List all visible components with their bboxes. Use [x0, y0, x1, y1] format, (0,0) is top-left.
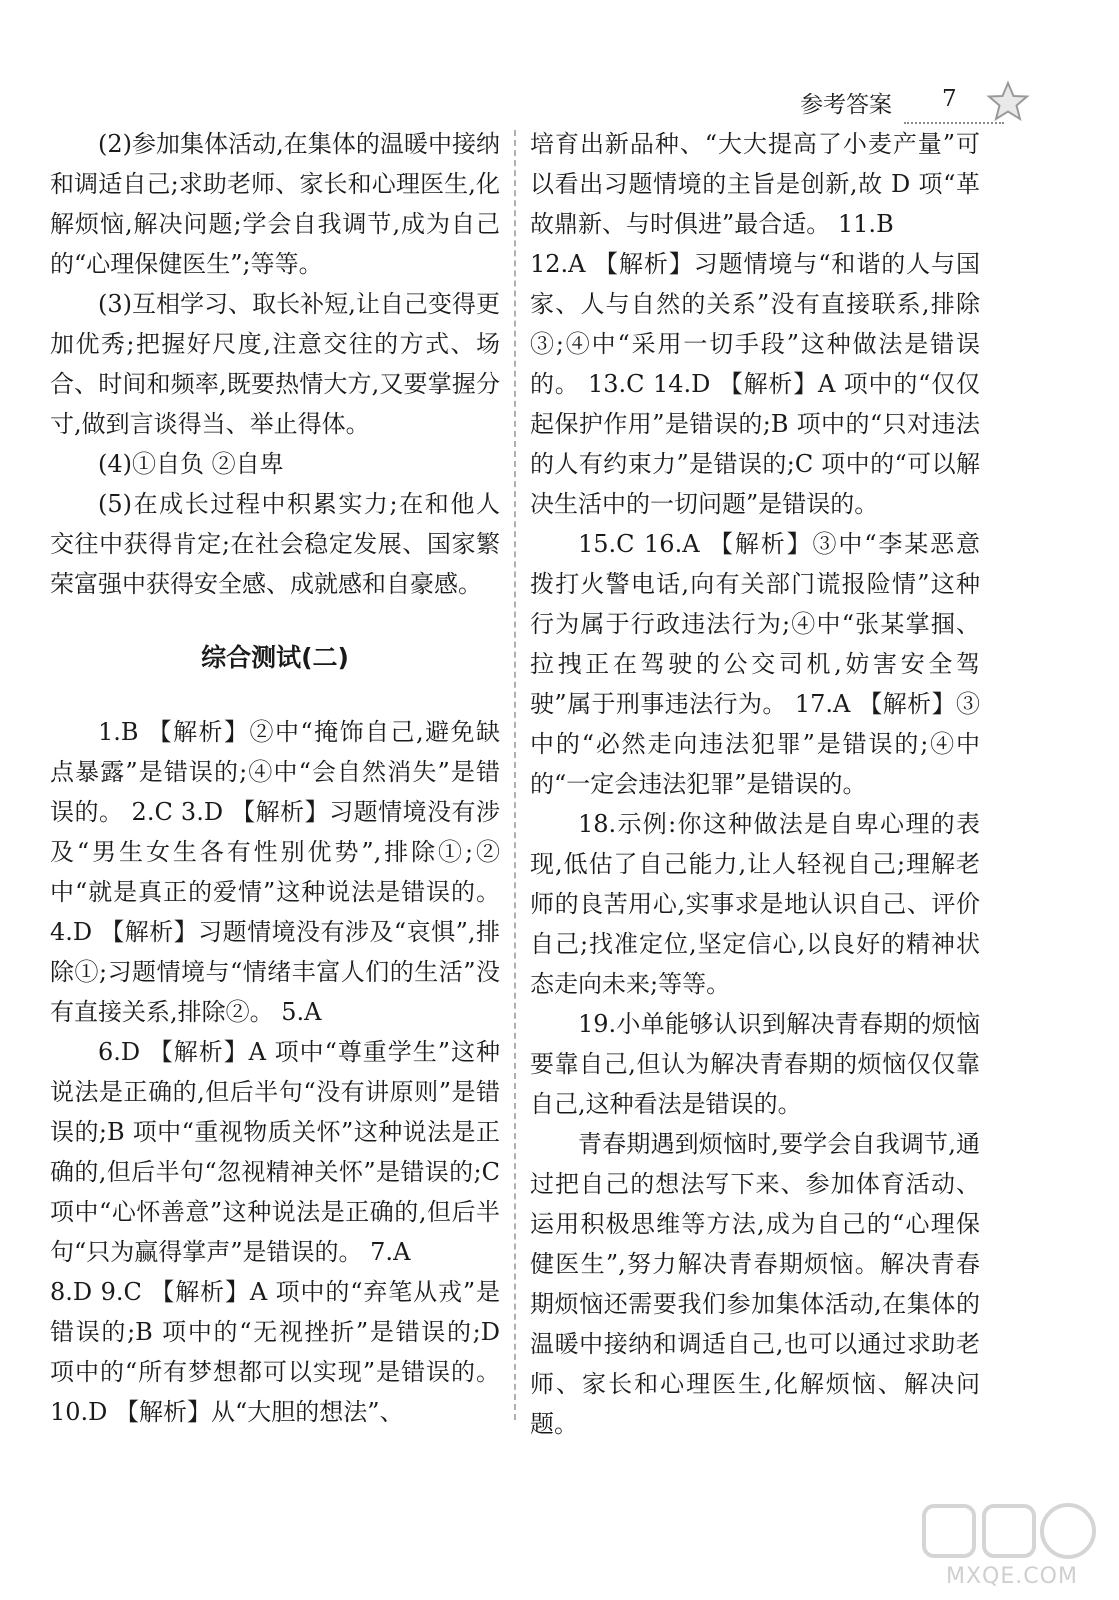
answer-paragraph: (2)参加集体活动,在集体的温暖中接纳和调适自己;求助老师、家长和心理医生,化解烦恼,解决问题;学会自我调节,成为自己的“心理保健医生”;等等。: [50, 130, 500, 278]
header-label: 参考答案: [800, 92, 892, 118]
answer-paragraph: 15.C 16.A 【解析】③中“李某恶意拨打火警电话,向有关部门谎报险情”这种行为属于行政违法行为;④中“张某掌掴、拉拽正在驾驶的公交司机,妨害安全驾驶”属于刑事违法行为。 17.A 【解析】③中的“必然走向违法犯罪”是错误的;④中的“一定会违法犯罪”是错误的。: [530, 530, 980, 798]
answer-paragraph: 8.D 9.C 【解析】A 项中的“弃笔从戎”是错误的;B 项中的“无视挫折”是错误的;D 项中的“所有梦想都可以实现”是错误的。 10.D 【解析】从“大胆的想法”、: [50, 1278, 500, 1426]
answer-paragraph: 1.B 【解析】②中“掩饰自己,避免缺点暴露”是错误的;④中“会自然消失”是错误的。 2.C 3.D 【解析】习题情境没有涉及“男生女生各有性别优势”,排除①;②中“就是真正的爱情”这种说法是错误的。 4.D 【解析】习题情境没有涉及“哀惧”,排除①;习题情境与“情绪丰富人们的生活”没有直接关系,排除②。 5.A: [50, 718, 500, 1026]
answer-paragraph: 19.小单能够认识到解决青春期的烦恼要靠自己,但认为解决青春期的烦恼仅仅靠自己,这种看法是错误的。: [530, 1010, 980, 1118]
answer-paragraph: 12.A 【解析】习题情境与“和谐的人与国家、人与自然的关系”没有直接联系,排除③;④中“采用一切手段”这种做法是错误的。 13.C 14.D 【解析】A 项中的“仅仅起保护作用”是错误的;B 项中的“只对违法的人有约束力”是错误的;C 项中的“可以解决生活中的一切问题”是错误的。: [530, 250, 980, 518]
watermark-domain: MXQE.COM: [946, 1564, 1078, 1589]
answer-paragraph: (3)互相学习、取长补短,让自己变得更加优秀;把握好尺度,注意交往的方式、场合、时间和频率,既要热情大方,又要掌握分寸,做到言谈得当、举止得体。: [50, 290, 500, 438]
page-number: 7: [942, 86, 957, 112]
watermark-mark: [920, 1500, 1100, 1564]
star-icon: [986, 80, 1030, 124]
answer-paragraph: (4)①自负 ②自卑: [98, 450, 284, 478]
answer-paragraph: 培育出新品种、“大大提高了小麦产量”可以看出习题情境的主旨是创新,故 D 项“革故鼎新、与时俱进”最合适。 11.B: [530, 130, 980, 238]
answer-paragraph: 6.D 【解析】A 项中“尊重学生”这种说法是正确的,但后半句“没有讲原则”是错误的;B 项中“重视物质关怀”这种说法是正确的,但后半句“忽视精神关怀”是错误的;C 项中“心怀善意”这种说法是正确的,但后半句“只为赢得掌声”是错误的。 7.A: [50, 1038, 500, 1266]
column-divider: [514, 130, 516, 1420]
section-title: 综合测试(二): [201, 643, 349, 672]
spacer: [50, 688, 500, 712]
left-column: [50, 124, 500, 1432]
answer-paragraph: 青春期遇到烦恼时,要学会自我调节,通过把自己的想法写下来、参加体育活动、运用积极思维等方法,成为自己的“心理保健医生”,努力解决青春期烦恼。解决青春期烦恼还需要我们参加集体活动,在集体的温暖中接纳和调适自己,也可以通过求助老师、家长和心理医生,化解烦恼、解决问题。: [530, 1130, 980, 1438]
right-column: [530, 124, 980, 1444]
answer-paragraph: 18.示例:你这种做法是自卑心理的表现,低估了自己能力,让人轻视自己;理解老师的良苦用心,实事求是地认识自己、评价自己;找准定位,坚定信心,以良好的精神状态走向未来;等等。: [530, 810, 980, 998]
watermark-logo: [920, 1500, 1100, 1595]
answer-paragraph: (5)在成长过程中积累实力;在和他人交往中获得肯定;在社会稳定发展、国家繁荣富强中获得安全感、成就感和自豪感。: [50, 490, 500, 598]
spacer: [50, 604, 500, 628]
